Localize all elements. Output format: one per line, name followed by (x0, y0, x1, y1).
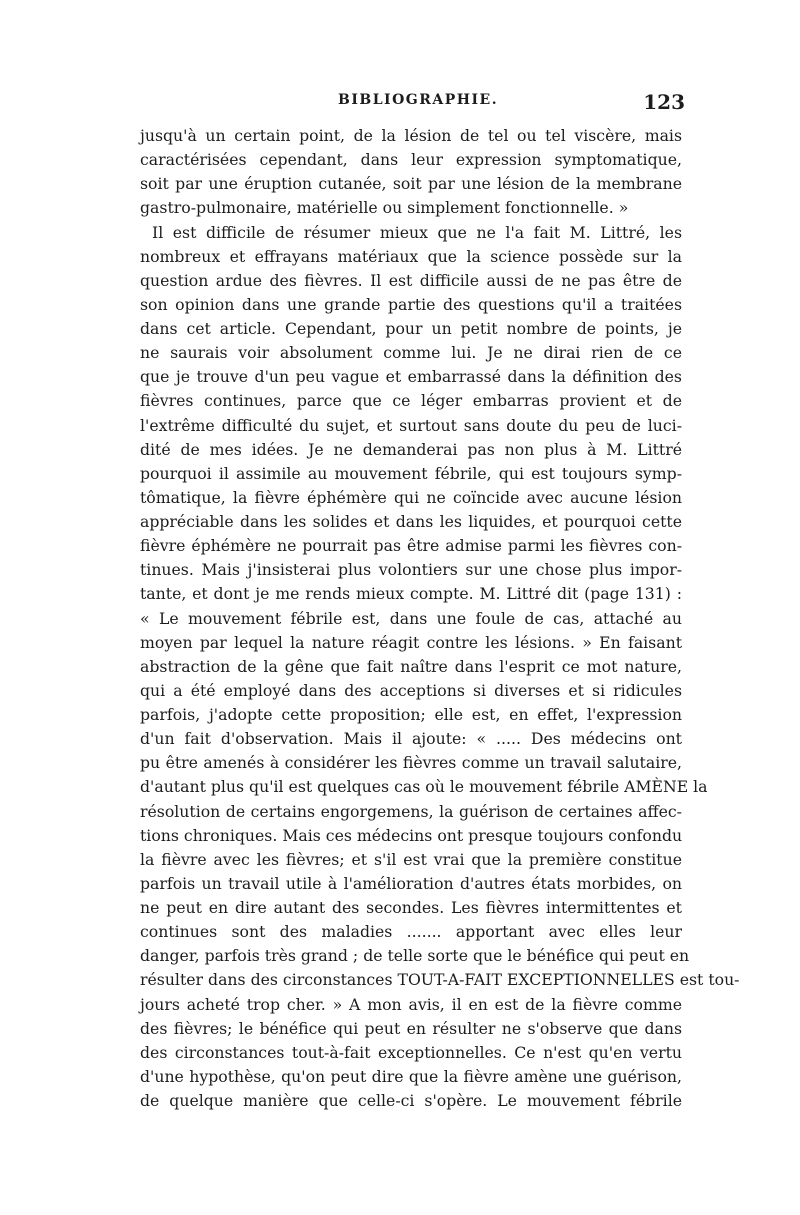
text-line: caractérisées cependant, dans leur expression symptomatique, (140, 150, 682, 170)
text-line: parfois, j'adopte cette proposition; elle est, en effet, l'expression (140, 705, 682, 724)
text-line: jours acheté trop cher. » A mon avis, il en est de la fièvre comme (140, 994, 682, 1014)
text-line: soit par une éruption cutanée, soit par une lésion de la membrane (140, 174, 682, 194)
text-line: parfois un travail utile à l'amélioration d'autres états morbides, on (140, 873, 682, 893)
body-text (140, 124, 740, 1113)
text-line: la fièvre avec les fièvres; et s'il est vrai que la première constitue (140, 849, 682, 869)
text-line: tante, et dont je me rends mieux compte. M. Littré dit (page 131) : (140, 584, 682, 604)
text-line: l'extrême difficulté du sujet, et surtout sans doute du peu de luci- (140, 415, 682, 435)
text-line: tions chroniques. Mais ces médecins ont presque toujours confondu (140, 825, 683, 845)
page-number: 123 (643, 90, 685, 114)
text-line: qui a été employé dans des acceptions si diverses et si ridicules (140, 680, 682, 700)
text-line: Il est difficile de résumer mieux que ne l'a fait M. Littré, les (152, 222, 682, 242)
running-title: BIBLIOGRAPHIE. (338, 92, 499, 108)
text-line: résulter dans des circonstances TOUT-A-FAIT EXCEPTIONNELLES est tou- (140, 970, 740, 990)
text-line: dans cet article. Cependant, pour un petit nombre de points, je (140, 319, 682, 338)
text-line: « Le mouvement fébrile est, dans une foule de cas, attaché au (140, 608, 682, 628)
text-line: jusqu'à un certain point, de la lésion de tel ou tel viscère, mais (140, 126, 682, 145)
text-line: des fièvres; le bénéfice qui peut en résulter ne s'observe que dans (140, 1018, 682, 1038)
text-line: gastro-pulmonaire, matérielle ou simplement fonctionnelle. » (140, 198, 629, 218)
text-line: continues sont des maladies ....... apportant avec elles leur (140, 922, 682, 942)
text-line: appréciable dans les solides et dans les liquides, et pourquoi cette (140, 512, 682, 531)
text-line: résolution de certains engorgemens, la guérison de certaines affec- (140, 801, 682, 821)
text-line: moyen par lequel la nature réagit contre les lésions. » En faisant (140, 632, 682, 652)
running-head (140, 90, 685, 116)
text-line: d'un fait d'observation. Mais il ajoute: « ..... Des médecins ont (140, 729, 682, 749)
text-line: danger, parfois très grand ; de telle sorte que le bénéfice qui peut en (140, 946, 690, 966)
text-line: tômatique, la fièvre éphémère qui ne coïncide avec aucune lésion (140, 487, 682, 507)
text-line: de quelque manière que celle-ci s'opère. Le mouvement fébrile (140, 1091, 682, 1110)
text-line: abstraction de la gêne que fait naître dans l'esprit ce mot nature, (140, 656, 682, 676)
text-line: d'autant plus qu'il est quelques cas où le mouvement fébrile AMÈNE la (140, 777, 708, 797)
text-line: nombreux et effrayans matériaux que la science possède sur la (140, 246, 682, 266)
text-line: ne peut en dire autant des secondes. Les fièvres intermittentes et (140, 898, 682, 917)
text-line: des circonstances tout-à-fait exceptionnelles. Ce n'est qu'en vertu (140, 1042, 682, 1062)
text-line: d'une hypothèse, qu'on peut dire que la fièvre amène une guérison, (140, 1066, 682, 1086)
text-line: pourquoi il assimile au mouvement fébrile, qui est toujours symp- (140, 463, 682, 483)
text-line: dité de mes idées. Je ne demanderai pas non plus à M. Littré (140, 439, 682, 459)
text-line: tinues. Mais j'insisterai plus volontiers sur une chose plus impor- (140, 560, 682, 580)
text-line: que je trouve d'un peu vague et embarrassé dans la définition des (140, 367, 682, 387)
text-line: pu être amenés à considérer les fièvres comme un travail salutaire, (140, 753, 682, 773)
text-line: fièvres continues, parce que ce léger embarras provient et de (140, 391, 682, 411)
text-line: question ardue des fièvres. Il est difficile aussi de ne pas être de (140, 270, 682, 290)
text-line: son opinion dans une grande partie des questions qu'il a traitées (140, 294, 682, 314)
text-line: fièvre éphémère ne pourrait pas être admise parmi les fièvres con- (140, 536, 682, 556)
text-line: ne saurais voir absolument comme lui. Je ne dirai rien de ce (140, 343, 682, 363)
